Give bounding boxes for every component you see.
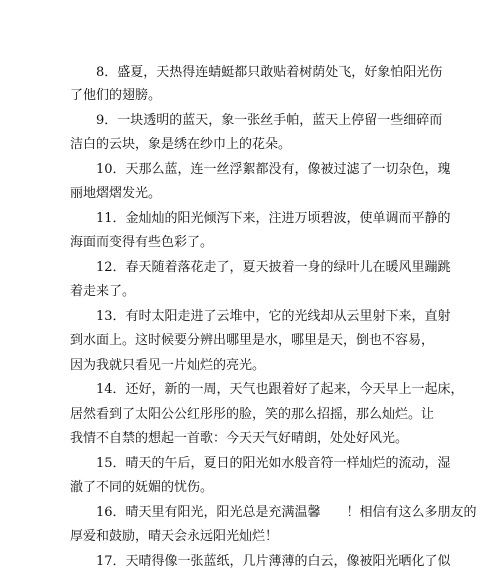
text-line: 厚爱和鼓励，晴天会永远阳光灿烂！ [70,529,279,544]
text-line: 居然看到了太阳公公红彤彤的脸，笑的那么招摇，那么灿烂。让 [70,407,435,422]
text-line: 8．盛夏，天热得连蜻蜓都只敢贴着树荫处飞，好象怕阳光伤 [96,65,443,80]
text-line: 14．还好，新的一周，天气也跟着好了起来，今天早上一起床， [96,382,464,397]
text-line: 10．天那么蓝，连一丝浮絮都没有，像被过滤了一切杂色，瑰 [96,162,451,177]
text-line: 着走来了。 [70,284,136,299]
text-line: 9．一块透明的蓝天，象一张丝手帕，蓝天上停留一些细碎而 [96,113,443,128]
text-line: 13．有时太阳走进了云堆中，它的光线却从云里射下来，直射 [96,309,451,324]
text-line: 12．春天随着落花走了，夏天披着一身的绿叶儿在暖风里蹦跳 [96,260,451,275]
text-line: 到水面上。这时候要分辨出哪里是水，哪里是天，倒也不容易， [70,333,435,348]
text-line: 11．金灿灿的阳光倾泻下来，注进万顷碧波，使单调而平静的 [96,211,451,226]
text-line: 我情不自禁的想起一首歌：今天天气好晴朗，处处好风光。 [70,431,409,446]
text-line: 因为我就只看见一片灿烂的亮光。 [70,358,266,373]
text-line: 15．晴天的午后，夏日的阳光如水般音符一样灿烂的流动，湿 [96,456,451,471]
text-line: 17．天晴得像一张蓝纸，几片薄薄的白云，像被阳光晒化了似 [96,554,451,569]
text-line: 澈了不同的妩媚的忧伤。 [70,480,214,495]
text-line: 丽地熠熠发光。 [70,186,162,201]
text-line: 洁白的云块，象是绣在纱巾上的花朵。 [70,137,292,152]
text-line: 海面而变得有些色彩了。 [70,235,214,250]
text-line: 了他们的翅膀。 [70,88,162,103]
text-line: 16．晴天里有阳光，阳光总是充满温馨 ！相信有这么多朋友的 [96,505,477,520]
